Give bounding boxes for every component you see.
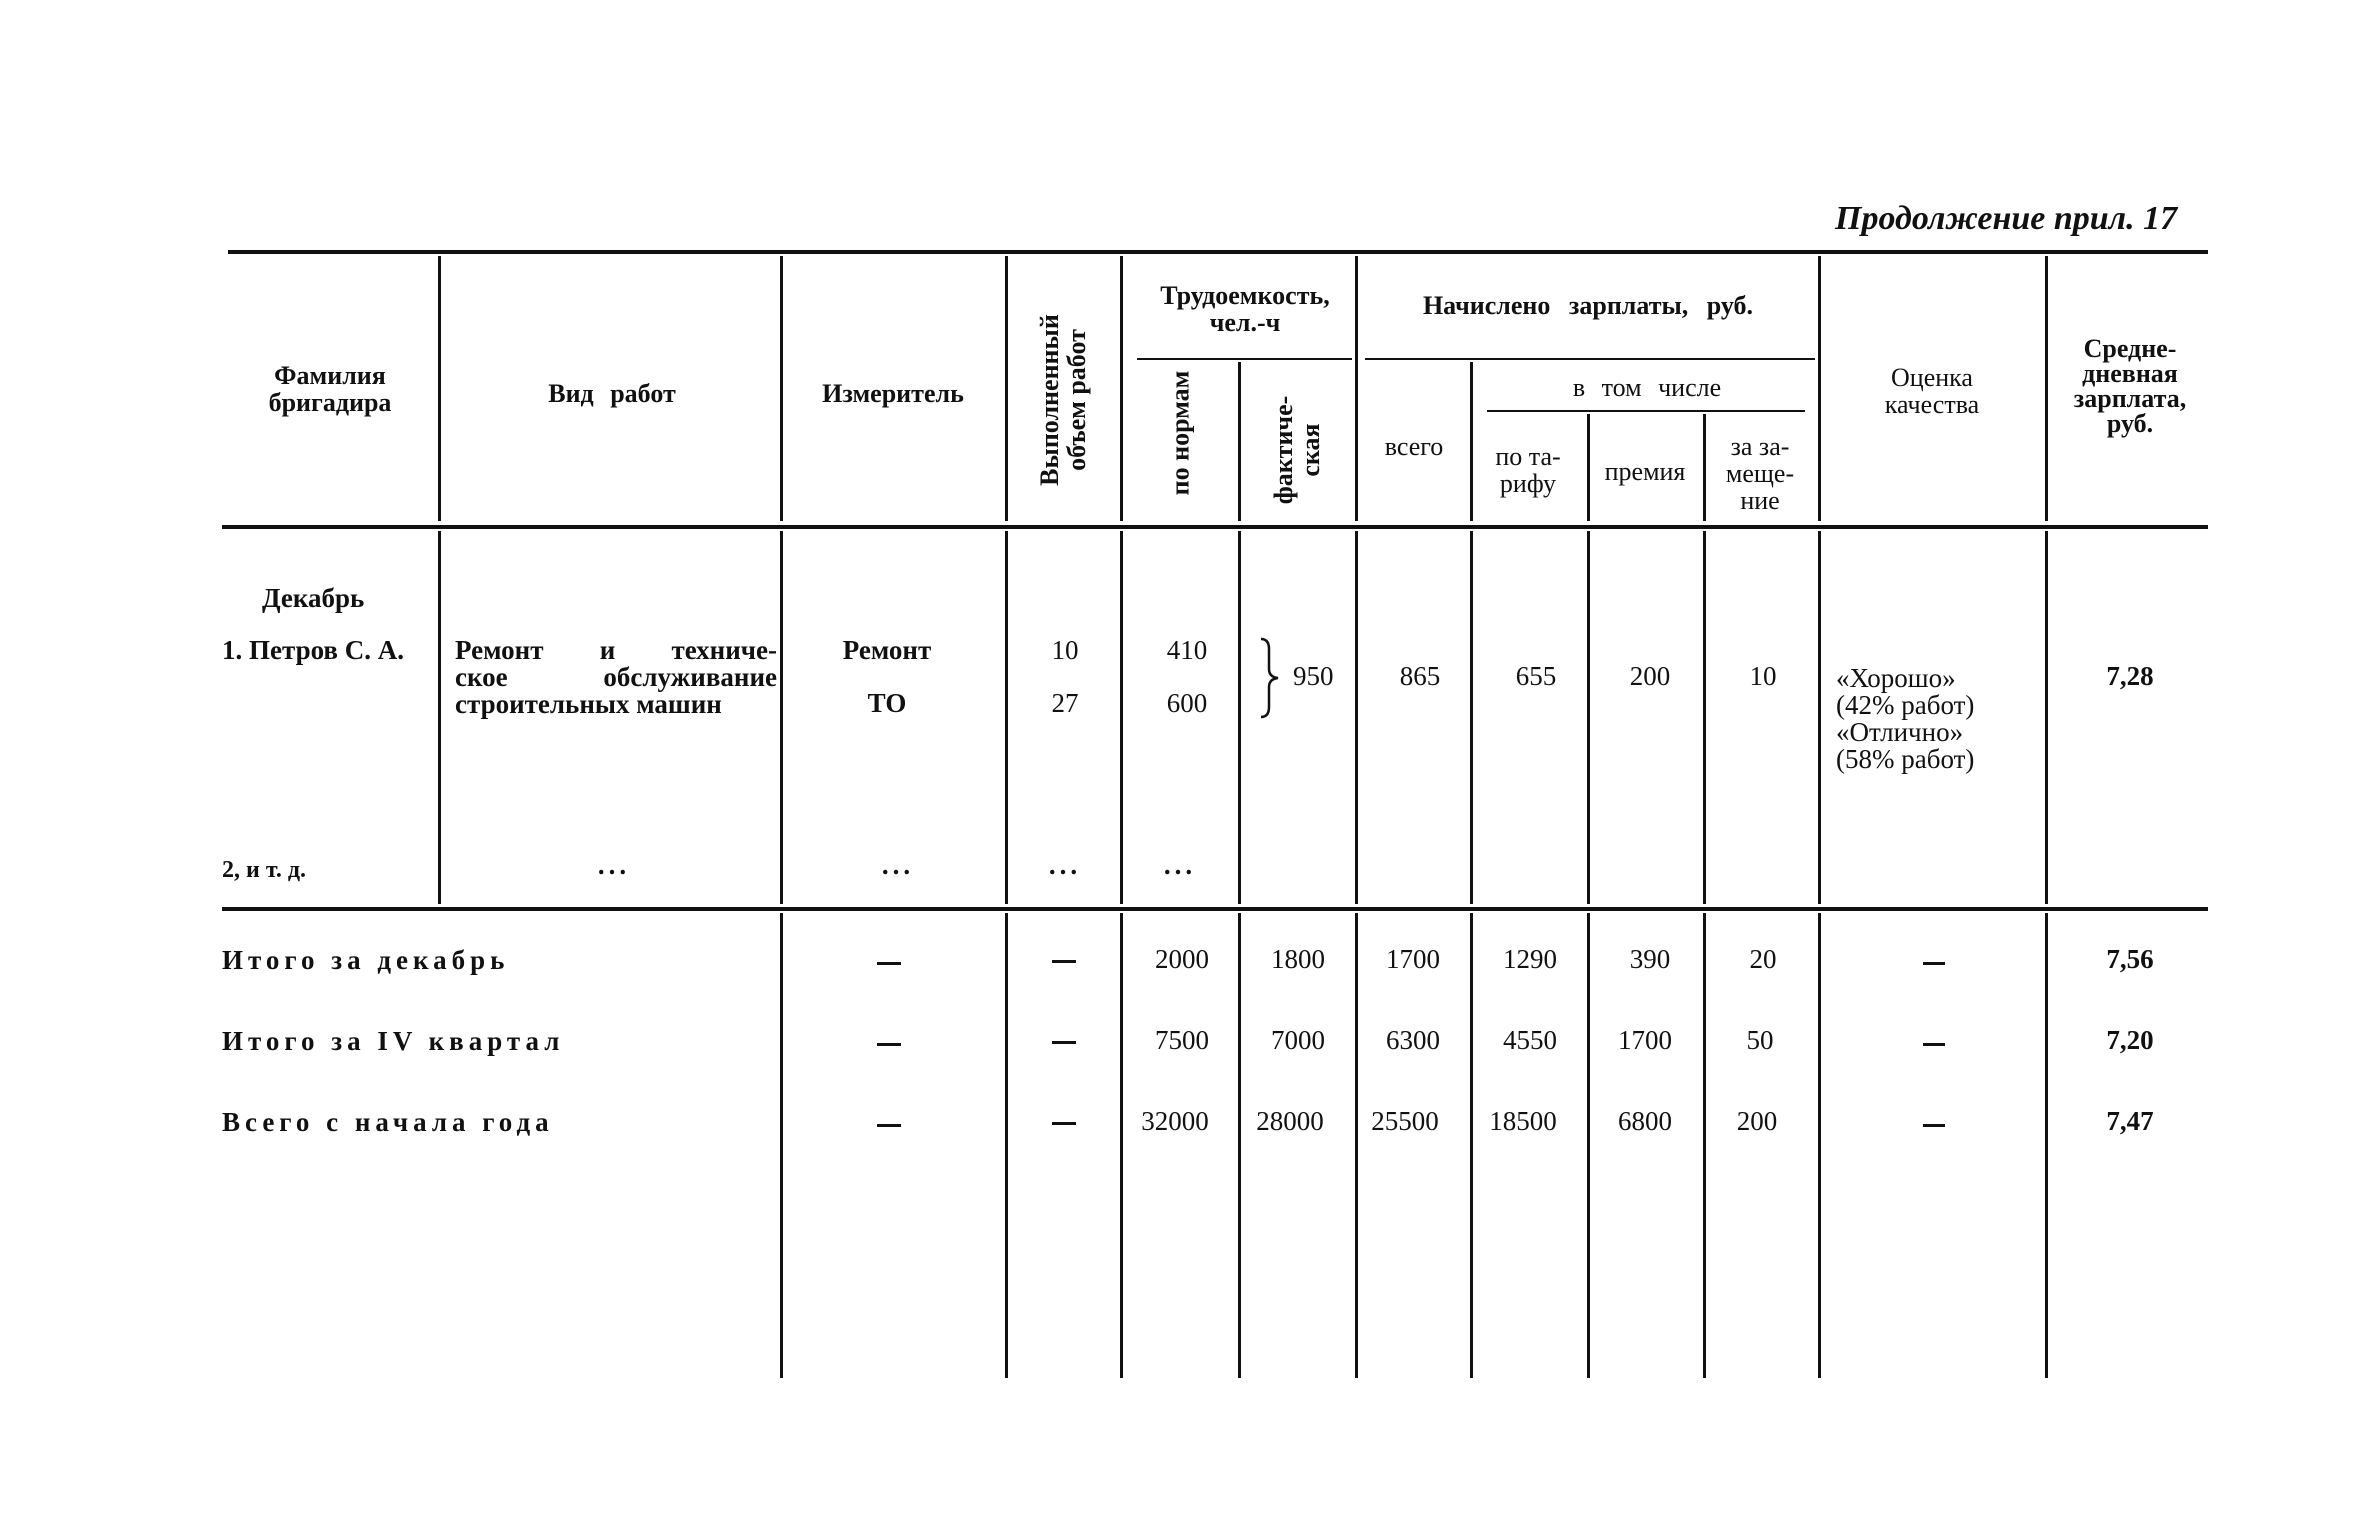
row1-total: 865 — [1399, 661, 1441, 691]
row1-foreman: 1. Петров С. А. — [222, 635, 404, 665]
body-bottom-rule — [222, 907, 2208, 911]
row1-volume-1: 10 — [1051, 635, 1079, 665]
table-top-rule — [228, 250, 2208, 254]
row1-work-type-line: Ремонт и техниче- — [455, 635, 777, 665]
header-foreman: Фамилия бригадира — [268, 361, 392, 417]
totals-label: Итого за IV квартал — [222, 1026, 565, 1056]
totals-actual: 1800 — [1271, 944, 1325, 974]
header-avg-wage: Средне- дневная зарплата, руб. — [2073, 334, 2187, 438]
wages-underline — [1365, 358, 1815, 360]
header-wages-including: в том числе — [1572, 373, 1722, 402]
col-divider — [438, 256, 441, 521]
volume-dash — [1052, 1122, 1076, 1125]
row1-meter-repair: Ремонт — [842, 635, 932, 665]
volume-dash — [1052, 1041, 1076, 1044]
header-bottom-rule — [222, 525, 2208, 529]
row-etc-foreman: 2, и т. д. — [222, 857, 306, 883]
col-divider — [2045, 531, 2048, 904]
totals-norm: 7500 — [1155, 1025, 1209, 1055]
col-divider — [1703, 531, 1706, 904]
col-divider — [780, 531, 783, 904]
header-labor: Трудоемкость, чел.-ч — [1160, 281, 1330, 337]
header-wages-substitution: за за- меще- ние — [1725, 432, 1795, 515]
col-divider — [1818, 913, 1821, 1378]
totals-avg-wage: 7,20 — [2106, 1025, 2154, 1055]
col-divider — [1703, 414, 1706, 521]
header-meter: Измеритель — [822, 379, 964, 408]
row1-bonus: 200 — [1629, 661, 1671, 691]
totals-avg-wage: 7,56 — [2106, 944, 2154, 974]
row-etc-norm: ... — [1163, 850, 1197, 880]
page-title: Продолжение прил. 17 — [1835, 200, 2178, 237]
col-divider — [1587, 414, 1590, 521]
totals-tariff: 1290 — [1503, 944, 1557, 974]
row1-norm-2: 600 — [1166, 688, 1208, 718]
row1-actual: 950 — [1293, 661, 1334, 691]
col-divider — [1238, 531, 1241, 904]
row-etc-work-type: ... — [597, 850, 631, 880]
meter-dash — [877, 1043, 901, 1046]
totals-bonus: 390 — [1629, 944, 1671, 974]
col-divider — [438, 531, 441, 904]
totals-total: 6300 — [1386, 1025, 1440, 1055]
header-wages: Начислено зарплаты, руб. — [1422, 291, 1754, 320]
col-divider — [1005, 913, 1008, 1378]
row1-substitution: 10 — [1749, 661, 1777, 691]
col-divider — [1120, 913, 1123, 1378]
col-divider — [1818, 531, 1821, 904]
col-divider — [1120, 256, 1123, 521]
row-etc-meter: ... — [881, 850, 915, 880]
totals-label: Всего с начала года — [222, 1107, 554, 1137]
col-divider — [2045, 913, 2048, 1378]
totals-substitution: 50 — [1746, 1025, 1774, 1055]
quality-dash — [1923, 1043, 1945, 1046]
header-quality: Оценка качества — [1884, 363, 1980, 419]
col-divider — [1005, 256, 1008, 521]
totals-total: 25500 — [1371, 1106, 1439, 1136]
col-divider — [1120, 531, 1123, 904]
row1-volume-2: 27 — [1051, 688, 1079, 718]
header-volume: Выполненный объем работ — [1035, 314, 1091, 486]
header-labor-actual: фактиче- ская — [1269, 395, 1325, 505]
col-divider — [1238, 913, 1241, 1378]
col-divider — [780, 256, 783, 521]
col-divider — [2045, 256, 2048, 521]
header-work-type: Вид работ — [548, 379, 676, 408]
totals-actual: 7000 — [1271, 1025, 1325, 1055]
col-divider — [1470, 913, 1473, 1378]
header-wages-total: всего — [1384, 432, 1444, 461]
totals-norm: 32000 — [1141, 1106, 1209, 1136]
col-divider — [1005, 531, 1008, 904]
col-divider — [1587, 531, 1590, 904]
col-divider — [1587, 913, 1590, 1378]
row1-norm-1: 410 — [1166, 635, 1208, 665]
volume-dash — [1052, 960, 1076, 963]
col-divider — [1355, 256, 1358, 521]
brace-icon — [1258, 637, 1282, 719]
col-divider — [1355, 531, 1358, 904]
col-divider — [780, 913, 783, 1378]
col-divider — [1818, 256, 1821, 521]
row1-meter-to: ТО — [867, 688, 907, 718]
totals-norm: 2000 — [1155, 944, 1209, 974]
row1-quality: «Хорошо» (42% работ) «Отлично» (58% работ) — [1836, 663, 1975, 774]
totals-avg-wage: 7,47 — [2106, 1106, 2154, 1136]
totals-actual: 28000 — [1256, 1106, 1324, 1136]
totals-tariff: 4550 — [1503, 1025, 1557, 1055]
totals-tariff: 18500 — [1489, 1106, 1557, 1136]
meter-dash — [877, 962, 901, 965]
section-label-december: Декабрь — [262, 583, 365, 613]
including-underline — [1487, 410, 1805, 412]
row1-work-type-line: строительных машин — [455, 689, 722, 719]
col-divider — [1470, 362, 1473, 521]
row1-work-type-line: ское обслуживание — [455, 662, 777, 692]
header-wages-bonus: премия — [1604, 457, 1686, 486]
header-labor-norm: по нормам — [1165, 370, 1195, 496]
col-divider — [1470, 531, 1473, 904]
row1-avg-wage: 7,28 — [2106, 661, 2154, 691]
col-divider — [1238, 362, 1241, 521]
labor-underline — [1137, 358, 1352, 360]
row1-work-type — [455, 637, 777, 718]
totals-substitution: 200 — [1736, 1106, 1778, 1136]
quality-dash — [1923, 962, 1945, 965]
header-wages-tariff: по та- рифу — [1495, 442, 1561, 498]
row-etc-volume: ... — [1048, 850, 1082, 880]
row1-tariff: 655 — [1515, 661, 1557, 691]
col-divider — [1355, 913, 1358, 1378]
totals-bonus: 1700 — [1618, 1025, 1672, 1055]
totals-total: 1700 — [1386, 944, 1440, 974]
col-divider — [1703, 913, 1706, 1378]
totals-label: Итого за декабрь — [222, 945, 510, 975]
meter-dash — [877, 1124, 901, 1127]
totals-substitution: 20 — [1749, 944, 1777, 974]
totals-bonus: 6800 — [1618, 1106, 1672, 1136]
quality-dash — [1923, 1124, 1945, 1127]
